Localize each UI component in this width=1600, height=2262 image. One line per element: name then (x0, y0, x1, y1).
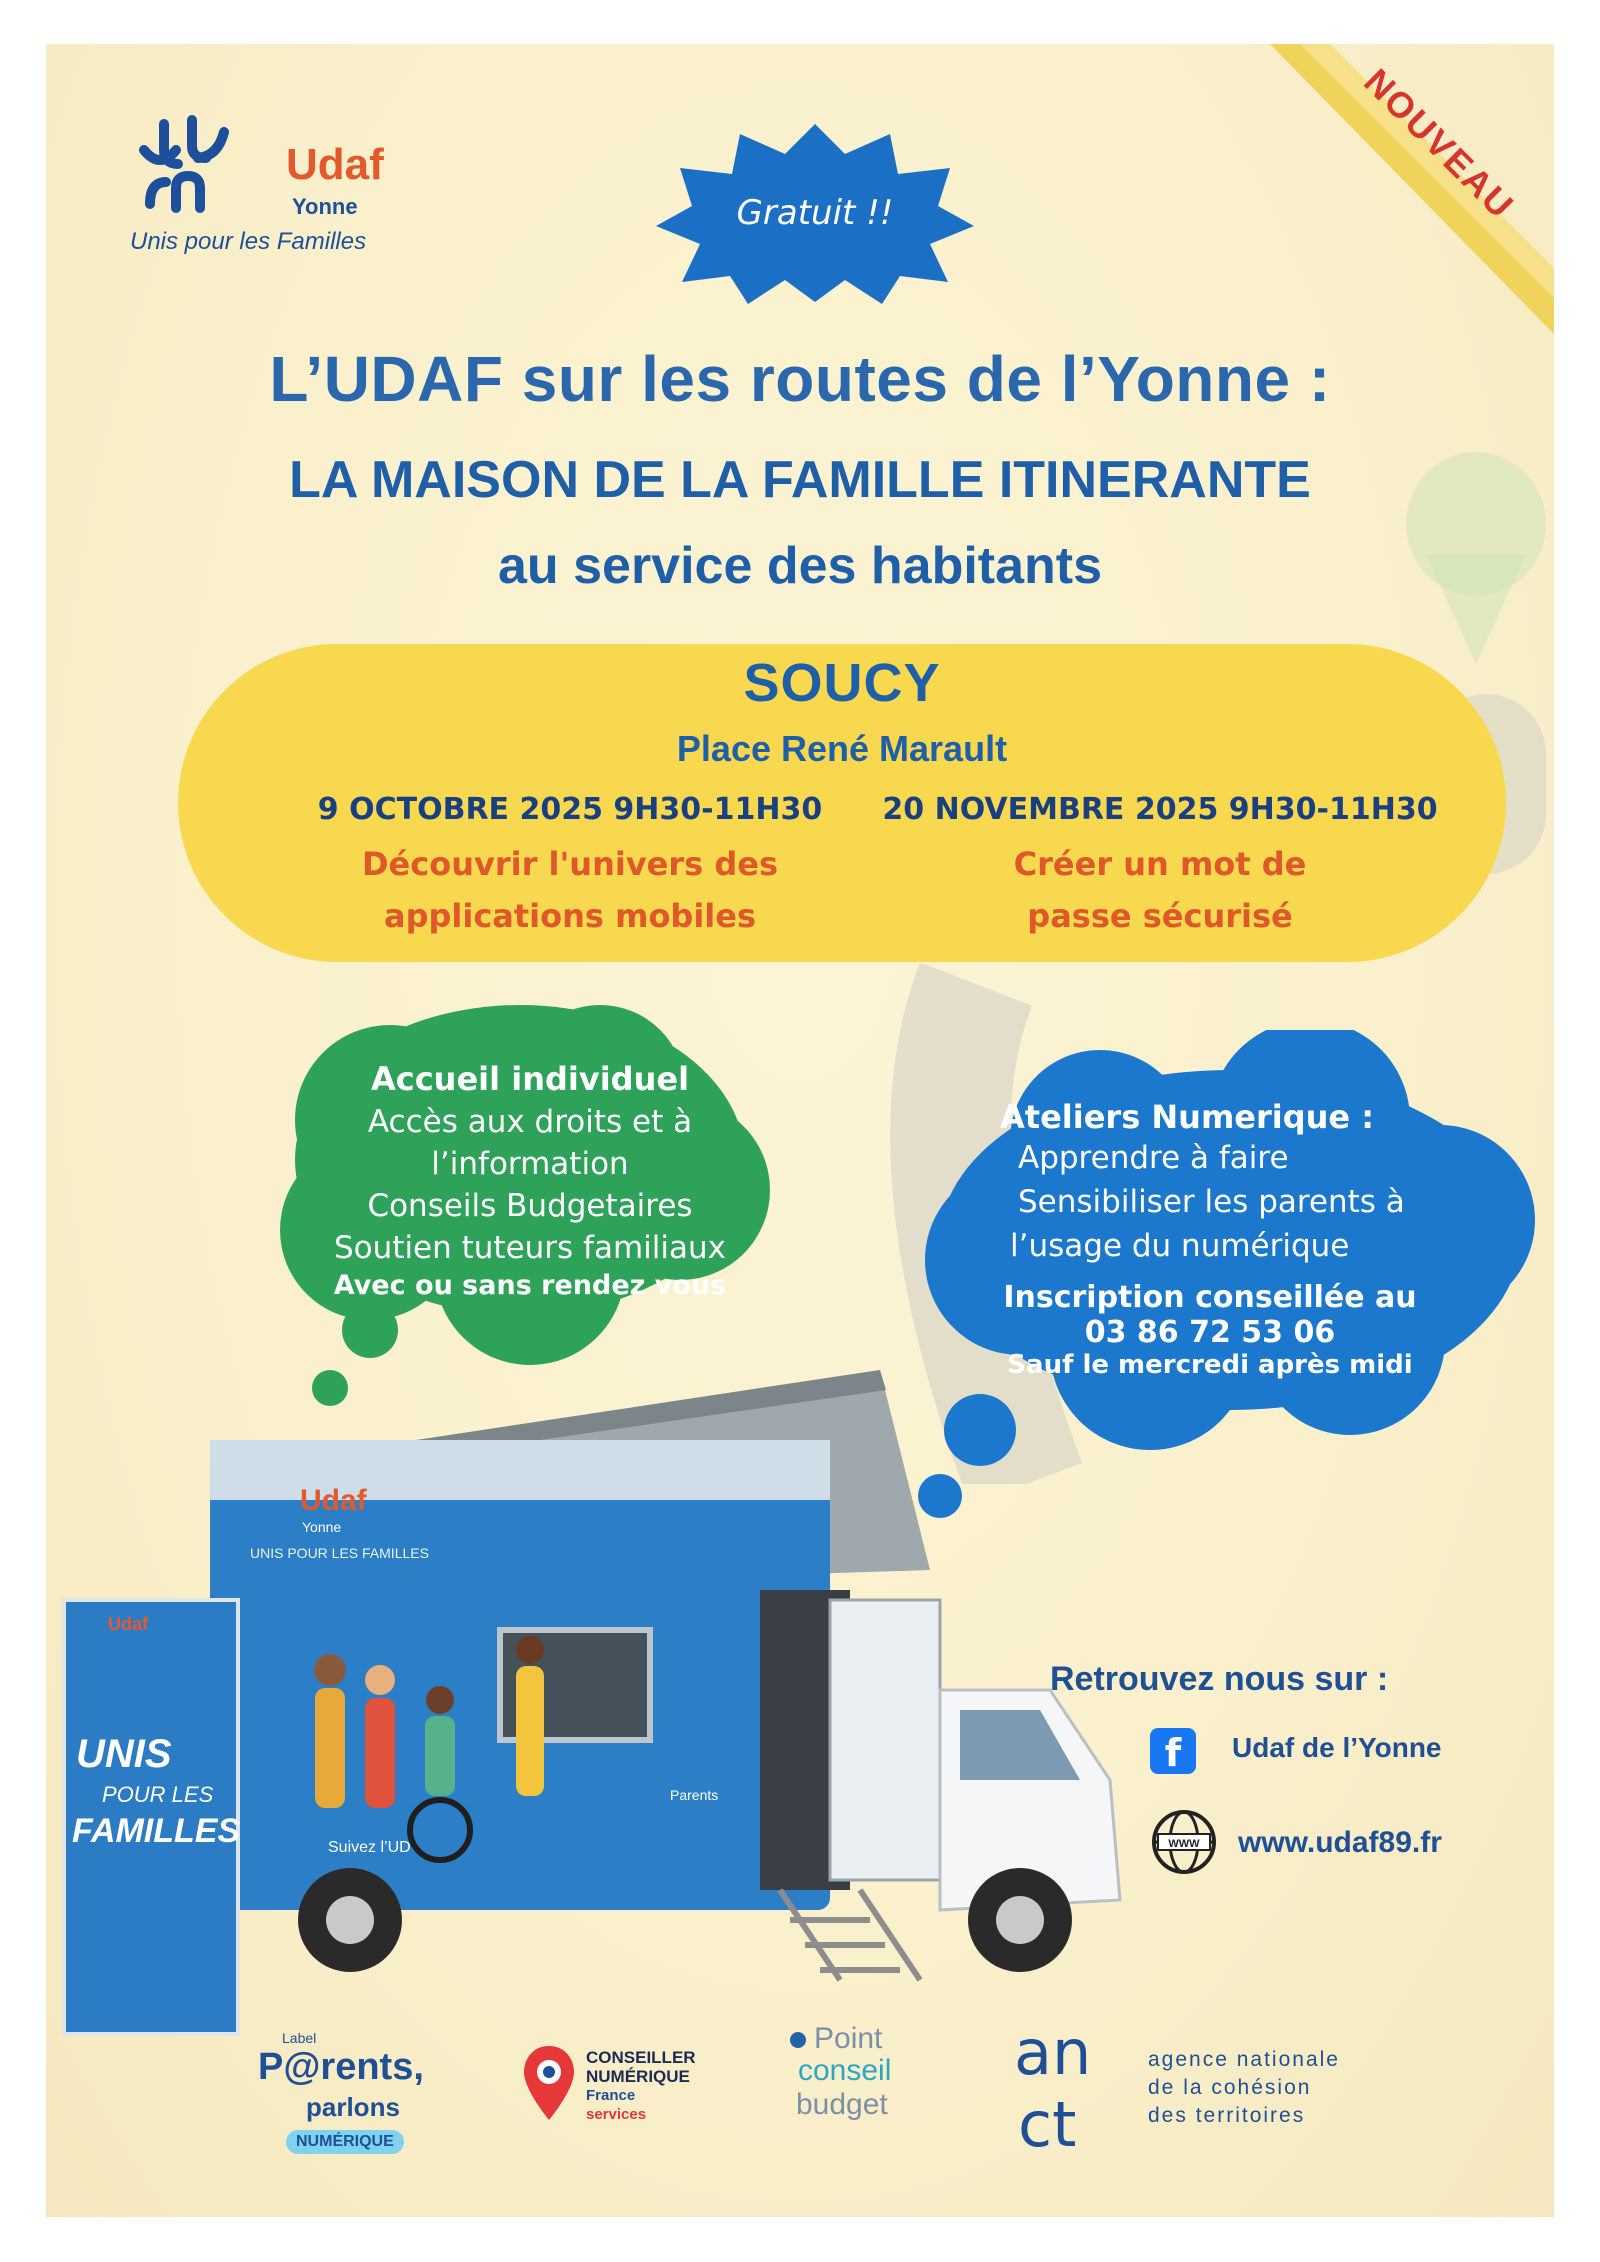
social-heading: Retrouvez nous sur : (1050, 1660, 1389, 1698)
udaf-logo-mark-icon (130, 110, 250, 220)
pcb-line-1: Point (814, 2022, 883, 2055)
new-badge-text: NOUVEAU (1356, 60, 1523, 227)
van-tagline: UNIS POUR LES FAMILLES (250, 1545, 429, 1561)
udaf-logo-region: Yonne (292, 194, 358, 219)
udaf-logo (130, 110, 460, 280)
anct-text (1148, 2046, 1340, 2130)
session-2-topic-line-2: passe sécurisé (1027, 897, 1293, 935)
accueil-line-2: l’information (431, 1146, 629, 1182)
van-brand: Udaf (300, 1484, 367, 1517)
conseiller-line-2: NUMÉRIQUE (586, 2067, 690, 2086)
ateliers-line-1: Apprendre à faire (1018, 1140, 1289, 1176)
parents-label: Label (282, 2030, 317, 2046)
facebook-link[interactable]: Udaf de l’Yonne (1232, 1732, 1442, 1763)
accueil-line-1: Accès aux droits et à (367, 1104, 693, 1140)
rollup-banner (62, 1598, 240, 2036)
event-place: Place René Marault (676, 728, 1008, 769)
session-1 (290, 792, 850, 935)
facebook-icon[interactable]: f (1150, 1728, 1196, 1774)
session-1-date: 9 OCTOBRE 2025 9H30-11H30 (317, 792, 823, 827)
session-1-topic-line-2: applications mobiles (383, 897, 757, 935)
conseiller-pin-icon (522, 2044, 576, 2122)
parents-sub: parlons (306, 2092, 400, 2122)
parents-parlons-logo (250, 2030, 430, 2180)
pcb-dot-icon (790, 2032, 806, 2048)
ateliers-note: Sauf le mercredi après midi (1007, 1350, 1413, 1380)
ateliers-text (1000, 1098, 1440, 1264)
conseiller-numerique-logo (586, 2048, 696, 2124)
udaf-logo-name: Udaf (286, 140, 384, 189)
anct-line-2: de la cohésion (1148, 2076, 1312, 2099)
parents-tag: NUMÉRIQUE (286, 2130, 404, 2154)
ateliers-signup-label: Inscription conseillée au (1003, 1280, 1417, 1315)
rollup-title-3: FAMILLES (72, 1812, 241, 1850)
udaf-tagline: Unis pour les Familles (130, 228, 367, 255)
anct-logo-mark (1004, 2016, 1124, 2176)
globe-icon-label: WWW (1168, 1838, 1200, 1850)
conseiller-line-3: France (586, 2087, 636, 2104)
pcb-line-2: conseil (798, 2054, 892, 2087)
session-2-topic-line-1: Créer un mot de (1013, 845, 1307, 883)
accueil-text (290, 1060, 770, 1301)
rollup-title-2: POUR LES (102, 1782, 214, 1807)
conseiller-line-1: CONSEILLER (586, 2048, 696, 2067)
van-parents-text: Parents (670, 1787, 719, 1803)
ateliers-title: Ateliers Numerique : (1000, 1098, 1375, 1136)
ateliers-line-3: l’usage du numérique (1010, 1228, 1350, 1264)
accueil-line-3: Conseils Budgetaires (367, 1188, 693, 1224)
van-region: Yonne (302, 1519, 342, 1535)
accueil-title: Accueil individuel (370, 1060, 690, 1098)
ateliers-line-2: Sensibiliser les parents à (1018, 1184, 1405, 1220)
page-title: L’UDAF sur les routes de l’Yonne : (269, 343, 1331, 415)
session-2 (870, 792, 1450, 935)
anct-line-3: des territoires (1148, 2104, 1306, 2127)
parents-name: P@rents, (258, 2046, 424, 2088)
conseiller-line-4: services (586, 2106, 647, 2123)
free-badge (650, 116, 980, 306)
anct-line-1: agence nationale (1148, 2048, 1340, 2071)
new-ribbon (1270, 44, 1554, 334)
rollup-title-1: UNIS (76, 1732, 172, 1776)
session-1-topic-line-1: Découvrir l'univers des (361, 845, 778, 883)
van-follow-text: Suivez l’UD (328, 1839, 411, 1856)
accueil-line-4: Soutien tuteurs familiaux (334, 1230, 726, 1266)
website-link[interactable]: www.udaf89.fr (1238, 1826, 1442, 1859)
pcb-line-3: budget (796, 2088, 888, 2121)
anct-mark-bottom: ct (1018, 2088, 1077, 2161)
free-badge-text: Gratuit !! (736, 193, 894, 233)
rollup-brand: Udaf (108, 1614, 148, 1634)
accueil-footer: Avec ou sans rendez vous (333, 1270, 727, 1301)
subtitle-line-2: au service des habitants (497, 537, 1103, 595)
globe-icon (1150, 1808, 1218, 1876)
ateliers-phone: 03 86 72 53 06 (1084, 1315, 1336, 1350)
subtitle-line-1: LA MAISON DE LA FAMILLE ITINERANTE (289, 451, 1311, 509)
event-town: SOUCY (743, 653, 941, 713)
session-2-date: 20 NOVEMBRE 2025 9H30-11H30 (882, 792, 1438, 827)
anct-mark-top: an (1014, 2016, 1092, 2089)
